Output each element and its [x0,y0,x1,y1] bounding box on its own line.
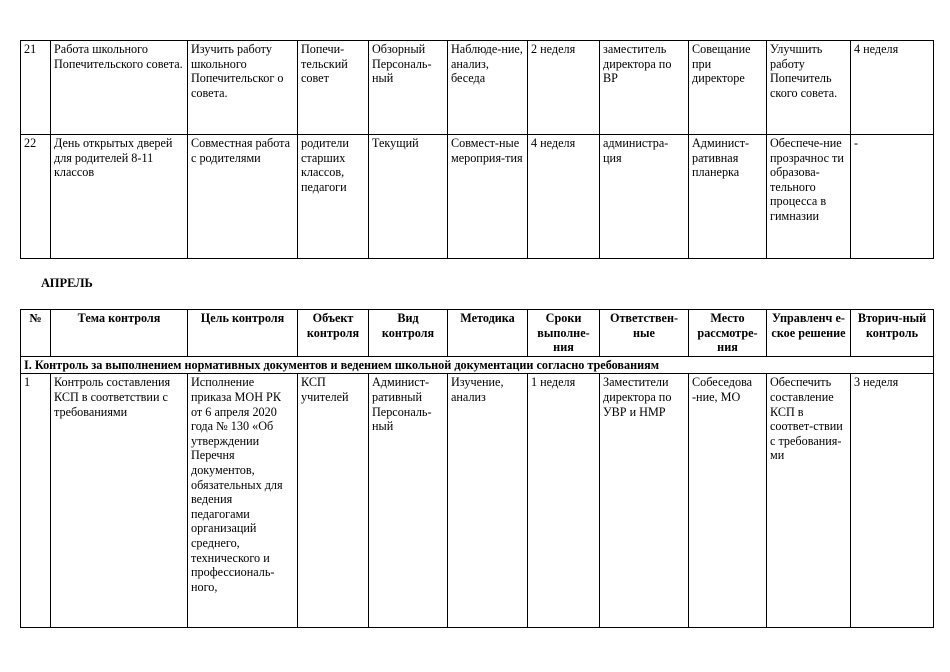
table-cell: 22 [21,135,51,259]
column-header: Вид контроля [369,310,448,357]
table-cell: Текущий [369,135,448,259]
table-cell: Админист-ративный Персональ-ный [369,374,448,628]
column-header: Объект контроля [298,310,369,357]
table-cell: 4 неделя [528,135,600,259]
plan-table-continued [20,40,934,259]
table-cell: Обеспече-ние прозрачнос ти образова-тельного процесса в гимназии [767,135,851,259]
table-cell: Админист-ративная планерка [689,135,767,259]
table-cell: администра-ция [600,135,689,259]
table-cell: 4 неделя [851,41,934,135]
section-title: I. Контроль за выполнением нормативных документов и ведением школьной документации согласно требованиям [21,356,934,374]
table-cell: Обеспечить составление КСП в соответ-ствии с требования-ми [767,374,851,628]
column-header: Вторич-ный контроль [851,310,934,357]
column-header: Тема контроля [51,310,188,357]
table-cell: Наблюде-ние, анализ, беседа [448,41,528,135]
table-cell: Совмест-ные мероприя-тия [448,135,528,259]
table-cell: КСП учителей [298,374,369,628]
column-header: Управленч е-ское решение [767,310,851,357]
table-row [21,41,934,135]
table-cell: Изучение, анализ [448,374,528,628]
table-cell: 1 [21,374,51,628]
table-cell: заместитель директора по ВР [600,41,689,135]
table-row [21,374,934,628]
table-cell: Работа школьного Попечительского совета. [51,41,188,135]
april-control-table [20,309,934,628]
table-cell: Попечи-тельский совет [298,41,369,135]
table-cell: Заместители директора по УВР и НМР [600,374,689,628]
table-cell: Собеседова -ние, МО [689,374,767,628]
column-header: Сроки выполне-ния [528,310,600,357]
table-header-row [21,310,934,357]
table-cell: Улучшить работу Попечитель ского совета. [767,41,851,135]
month-heading: АПРЕЛЬ [41,276,93,290]
table-cell: 21 [21,41,51,135]
table-cell: Изучить работу школьного Попечительског о совета. [188,41,298,135]
table-cell: 2 неделя [528,41,600,135]
column-header: Методика [448,310,528,357]
column-header: № [21,310,51,357]
column-header: Цель контроля [188,310,298,357]
table-cell: 3 неделя [851,374,934,628]
table-cell: 1 неделя [528,374,600,628]
table-cell: Совместная работа с родителями [188,135,298,259]
column-header: Место рассмотре-ния [689,310,767,357]
table-cell: - [851,135,934,259]
table-row [21,135,934,259]
table-cell: родители старших классов, педагоги [298,135,369,259]
table-cell: Обзорный Персональ-ный [369,41,448,135]
table-cell: День открытых дверей для родителей 8-11 классов [51,135,188,259]
table-cell: Контроль составления КСП в соответствии с требованиями [51,374,188,628]
section-row [21,356,934,374]
column-header: Ответствен-ные [600,310,689,357]
table-cell: Исполнение приказа МОН РК от 6 апреля 2020 года № 130 «Об утверждении Перечня документов, обязательных для ведения педагогами организаций среднего, технического и профессиональ-ного, [188,374,298,628]
table-cell: Совещание при директоре [689,41,767,135]
